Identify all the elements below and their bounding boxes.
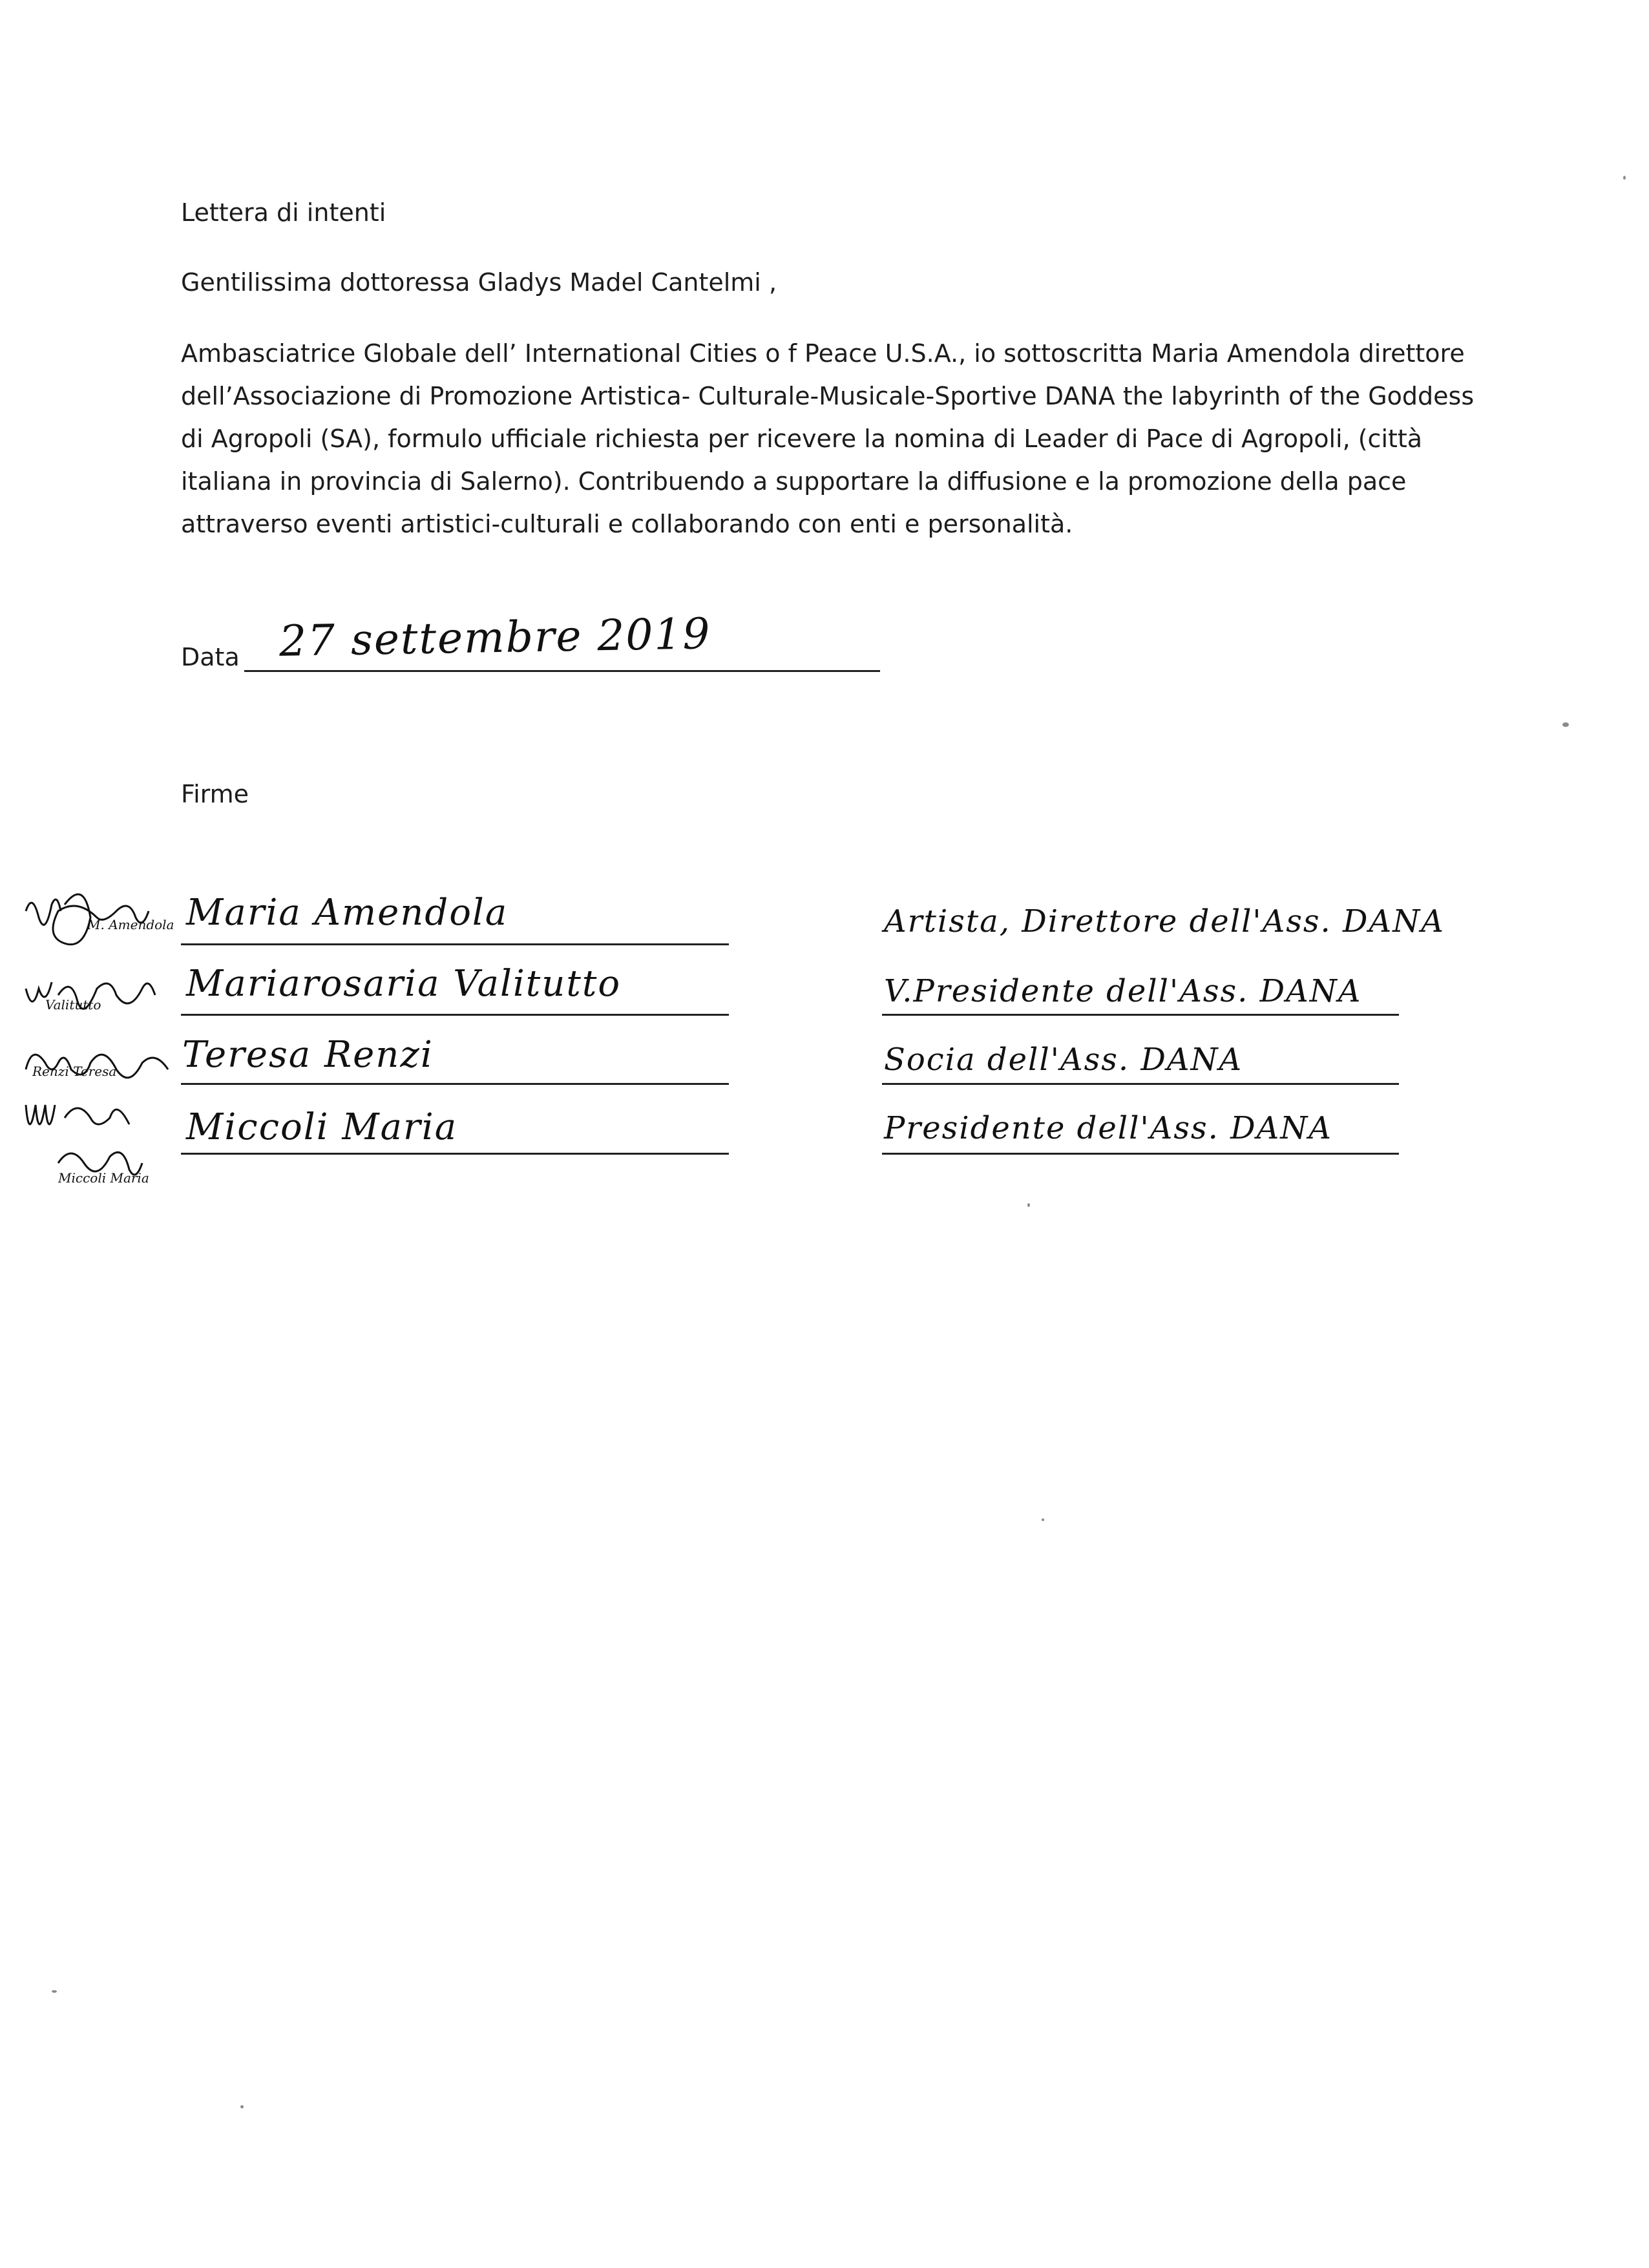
- scan-speck: [52, 1990, 57, 1993]
- scan-speck: [1623, 176, 1626, 180]
- signature-line: [882, 1014, 1399, 1016]
- signature-line: [181, 1153, 729, 1155]
- scan-speck: [240, 2105, 244, 2108]
- signature-name: Maria Amendola: [186, 892, 509, 934]
- body-line: di Agropoli (SA), formulo ufficiale richiesta per ricevere la nomina di Leader di Pace di Agropoli, (città: [181, 425, 1423, 453]
- body-line: italiana in provincia di Salerno). Contribuendo a supportare la diffusione e la promozione della pace: [181, 467, 1407, 496]
- signature-role: Socia dell'Ass. DANA: [884, 1042, 1243, 1078]
- signature-line: [882, 1153, 1399, 1155]
- signature-name: Teresa Renzi: [182, 1034, 434, 1076]
- signature-scribble: [19, 1092, 181, 1189]
- letter-heading: Lettera di intenti: [181, 198, 386, 227]
- signature-initials: Renzi Teresa: [32, 1064, 117, 1079]
- scan-speck: [1562, 722, 1569, 727]
- scan-speck: [1027, 1203, 1030, 1207]
- signature-role: V.Presidente dell'Ass. DANA: [884, 973, 1362, 1009]
- letter-salutation: Gentilissima dottoressa Gladys Madel Cantelmi ,: [181, 268, 777, 297]
- date-handwritten: 27 settembre 2019: [278, 609, 712, 666]
- body-line: dell’Associazione di Promozione Artistica- Culturale-Musicale-Sportive DANA the labyrinth of the Goddess: [181, 382, 1475, 410]
- letter-body: [181, 332, 1473, 545]
- scan-speck: [1042, 1518, 1044, 1521]
- signature-scribble: [19, 1037, 181, 1089]
- signature-name: Miccoli Maria: [186, 1106, 458, 1148]
- signature-initials: Miccoli Maria: [58, 1170, 149, 1186]
- body-line: attraverso eventi artistici-culturali e collaborando con enti e personalità.: [181, 510, 1073, 538]
- signature-initials: M. Amendola: [87, 917, 174, 932]
- signature-line: [181, 1014, 729, 1016]
- signatures-label: Firme: [181, 780, 249, 808]
- signature-initials: Valitutto: [45, 997, 101, 1013]
- date-label: Data: [181, 643, 240, 671]
- signature-role: Artista, Direttore dell'Ass. DANA: [884, 903, 1445, 940]
- signature-scribble: [19, 879, 181, 976]
- signature-line: [181, 1083, 729, 1085]
- signature-scribble: [19, 969, 181, 1027]
- body-line: Ambasciatrice Globale dell’ International Cities o f Peace U.S.A., io sottoscritta Maria Amendola direttore: [181, 339, 1465, 368]
- date-line: [244, 670, 880, 672]
- signature-line: [882, 1083, 1399, 1085]
- signature-name: Mariarosaria Valitutto: [186, 963, 622, 1005]
- signature-role: Presidente dell'Ass. DANA: [884, 1110, 1332, 1146]
- signature-line: [181, 943, 729, 945]
